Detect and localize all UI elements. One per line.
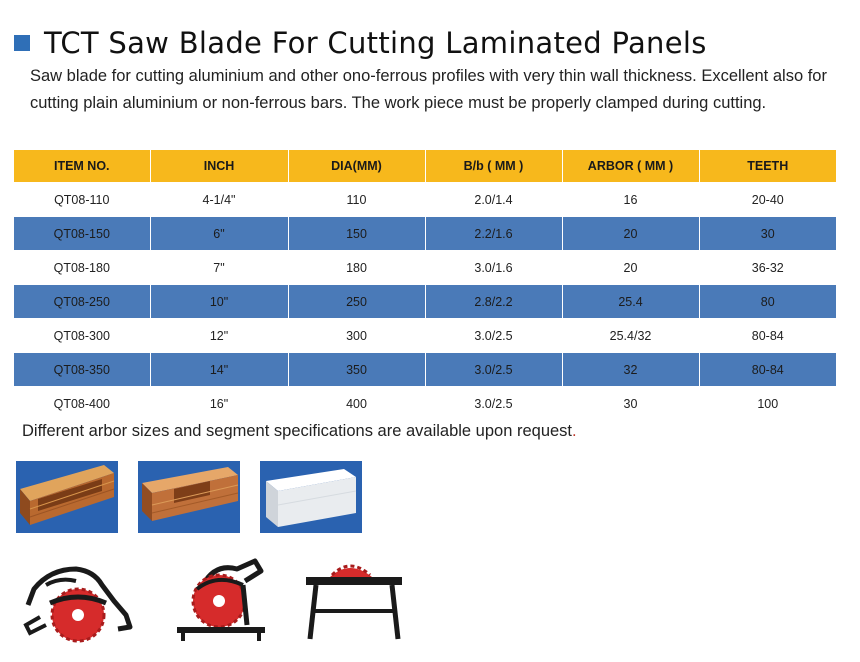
table-cell: QT08-400 bbox=[14, 387, 150, 421]
table-row bbox=[14, 285, 836, 319]
availability-note bbox=[22, 422, 577, 441]
table-cell: 80-84 bbox=[699, 353, 836, 387]
table-cell: 12" bbox=[150, 319, 288, 353]
column-header: TEETH bbox=[699, 150, 836, 183]
table-cell: 150 bbox=[288, 217, 425, 251]
table-cell: 25.4 bbox=[562, 285, 699, 319]
table-cell: QT08-110 bbox=[14, 183, 150, 217]
material-samples bbox=[16, 461, 362, 533]
table-cell: 36-32 bbox=[699, 251, 836, 285]
circular-saw-icon bbox=[20, 555, 142, 650]
note-end: . bbox=[572, 422, 577, 440]
table-row bbox=[14, 217, 836, 251]
white-panel-image bbox=[260, 461, 362, 533]
table-cell: 110 bbox=[288, 183, 425, 217]
table-cell: 20 bbox=[562, 251, 699, 285]
column-header: ARBOR ( MM ) bbox=[562, 150, 699, 183]
title-row bbox=[14, 26, 707, 60]
table-cell: 3.0/1.6 bbox=[425, 251, 562, 285]
table-row bbox=[14, 183, 836, 217]
wood-channel-image bbox=[16, 461, 118, 533]
page-title: TCT Saw Blade For Cutting Laminated Panels bbox=[44, 26, 707, 60]
table-cell: 180 bbox=[288, 251, 425, 285]
table-cell: 30 bbox=[699, 217, 836, 251]
table-cell: 3.0/2.5 bbox=[425, 353, 562, 387]
table-cell: 10" bbox=[150, 285, 288, 319]
table-cell: 3.0/2.5 bbox=[425, 387, 562, 421]
table-saw-icon bbox=[300, 555, 410, 650]
note-text: Different arbor sizes and segment specifications are available upon request bbox=[22, 422, 573, 440]
table-cell: 20-40 bbox=[699, 183, 836, 217]
table-cell: 400 bbox=[288, 387, 425, 421]
table-cell: QT08-350 bbox=[14, 353, 150, 387]
column-header: B/b ( MM ) bbox=[425, 150, 562, 183]
table-cell: 350 bbox=[288, 353, 425, 387]
table-cell: 7" bbox=[150, 251, 288, 285]
table-cell: QT08-150 bbox=[14, 217, 150, 251]
table-cell: 16" bbox=[150, 387, 288, 421]
table-cell: 14" bbox=[150, 353, 288, 387]
table-cell: 20 bbox=[562, 217, 699, 251]
table-cell: 30 bbox=[562, 387, 699, 421]
description: Saw blade for cutting aluminium and other ono-ferrous profiles with very thin wall thickness. Excellent also for cutting plain aluminium or non-ferrous bars. The work piece must be properly clamped during cutting. bbox=[30, 67, 827, 112]
column-header: ITEM NO. bbox=[14, 150, 150, 183]
table-row bbox=[14, 387, 836, 421]
table-cell: 100 bbox=[699, 387, 836, 421]
table-row bbox=[14, 251, 836, 285]
table-header-row bbox=[14, 150, 836, 183]
table-cell: QT08-250 bbox=[14, 285, 150, 319]
wood-channel-image bbox=[138, 461, 240, 533]
table-cell: 300 bbox=[288, 319, 425, 353]
table-cell: 80-84 bbox=[699, 319, 836, 353]
table-cell: 2.2/1.6 bbox=[425, 217, 562, 251]
table-cell: 25.4/32 bbox=[562, 319, 699, 353]
table-row bbox=[14, 319, 836, 353]
table-cell: QT08-180 bbox=[14, 251, 150, 285]
column-header: INCH bbox=[150, 150, 288, 183]
table-cell: 16 bbox=[562, 183, 699, 217]
bullet-square bbox=[14, 35, 30, 51]
table-cell: 2.0/1.4 bbox=[425, 183, 562, 217]
spec-table bbox=[14, 150, 836, 420]
table-cell: 3.0/2.5 bbox=[425, 319, 562, 353]
table-cell: 250 bbox=[288, 285, 425, 319]
table-cell: 6" bbox=[150, 217, 288, 251]
table-row bbox=[14, 353, 836, 387]
tool-icons bbox=[20, 555, 435, 650]
table-cell: QT08-300 bbox=[14, 319, 150, 353]
table-cell: 32 bbox=[562, 353, 699, 387]
table-cell: 2.8/2.2 bbox=[425, 285, 562, 319]
table-cell: 80 bbox=[699, 285, 836, 319]
table-cell: 4-1/4" bbox=[150, 183, 288, 217]
column-header: DIA(MM) bbox=[288, 150, 425, 183]
miter-saw-icon bbox=[167, 555, 275, 650]
